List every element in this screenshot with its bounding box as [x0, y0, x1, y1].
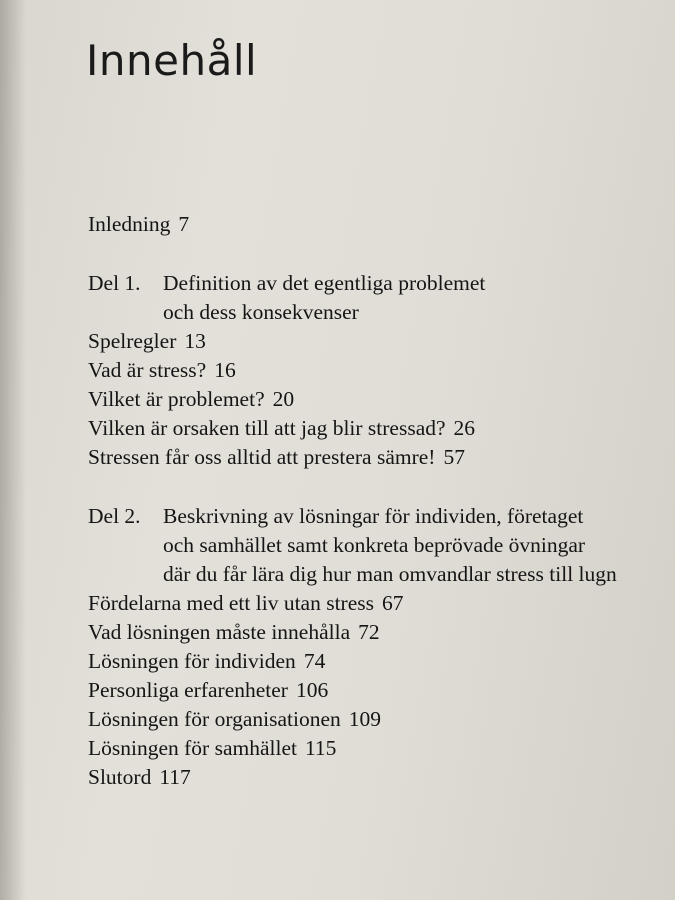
part-description-line: och dess konsekvenser [163, 300, 359, 324]
toc-entry [88, 734, 658, 763]
part-description-line: där du får lära dig hur man omvandlar stress till lugn [163, 562, 617, 586]
toc-entry-page: 115 [304, 736, 337, 760]
toc-entry [88, 647, 658, 676]
toc-entry-title: Vad är stress? [88, 358, 207, 382]
toc-entry [88, 385, 658, 414]
toc-entry [88, 705, 658, 734]
toc-entry-page: 72 [358, 620, 380, 644]
toc-entry [88, 589, 658, 618]
part-description [163, 502, 617, 589]
toc-entry-page: 16 [214, 358, 236, 382]
toc-entry-page: 7 [178, 212, 190, 236]
part-description-line: Beskrivning av lösningar för individen, företaget [163, 504, 584, 528]
toc-entry-page: 106 [295, 678, 329, 702]
toc-entry-page: 13 [184, 329, 206, 353]
toc-entry [88, 676, 658, 705]
part-description-line: och samhället samt konkreta beprövade övningar [163, 533, 586, 557]
part-label: Del 2. [88, 504, 141, 528]
toc-entry [88, 327, 658, 356]
toc-entry-page: 117 [159, 765, 191, 789]
toc-entry-title: Lösningen för individen [88, 649, 296, 673]
part-description-line: Definition av det egentliga problemet [163, 271, 486, 295]
toc-entry-title: Stressen får oss alltid att prestera sämre! [88, 445, 436, 469]
toc-entry-page: 26 [453, 416, 476, 440]
toc-entry-title: Lösningen för samhället [88, 736, 297, 760]
toc-entry-intro [88, 210, 658, 239]
toc-entry-title: Fördelarna med ett liv utan stress [88, 591, 374, 615]
toc-entry [88, 763, 658, 792]
toc-entry-title: Slutord [88, 765, 152, 789]
toc-part-1 [88, 269, 658, 327]
toc-entry [88, 414, 658, 443]
toc-entry-page: 67 [382, 591, 404, 615]
toc-entry-page: 109 [348, 707, 382, 731]
toc-entry [88, 443, 658, 472]
toc-entry-page: 57 [443, 445, 465, 469]
toc-entry [88, 618, 658, 647]
page-title: Innehåll [86, 36, 258, 85]
toc-part-2 [88, 502, 658, 589]
toc-entry-page: 74 [303, 649, 326, 673]
toc-entry-page: 20 [272, 387, 295, 411]
toc-entry-title: Vilken är orsaken till att jag blir stressad? [88, 416, 446, 440]
table-of-contents [88, 210, 658, 792]
toc-entry-title: Lösningen för organisationen [88, 707, 341, 731]
part-label: Del 1. [88, 271, 141, 295]
part-description [163, 269, 485, 327]
toc-entry-title: Vad lösningen måste innehålla [88, 620, 351, 644]
toc-entry-title: Personliga erfarenheter [88, 678, 288, 702]
toc-entry [88, 356, 658, 385]
toc-entry-title: Vilket är problemet? [88, 387, 265, 411]
toc-entry-title: Inledning [88, 212, 171, 236]
toc-entry-title: Spelregler [88, 329, 177, 353]
